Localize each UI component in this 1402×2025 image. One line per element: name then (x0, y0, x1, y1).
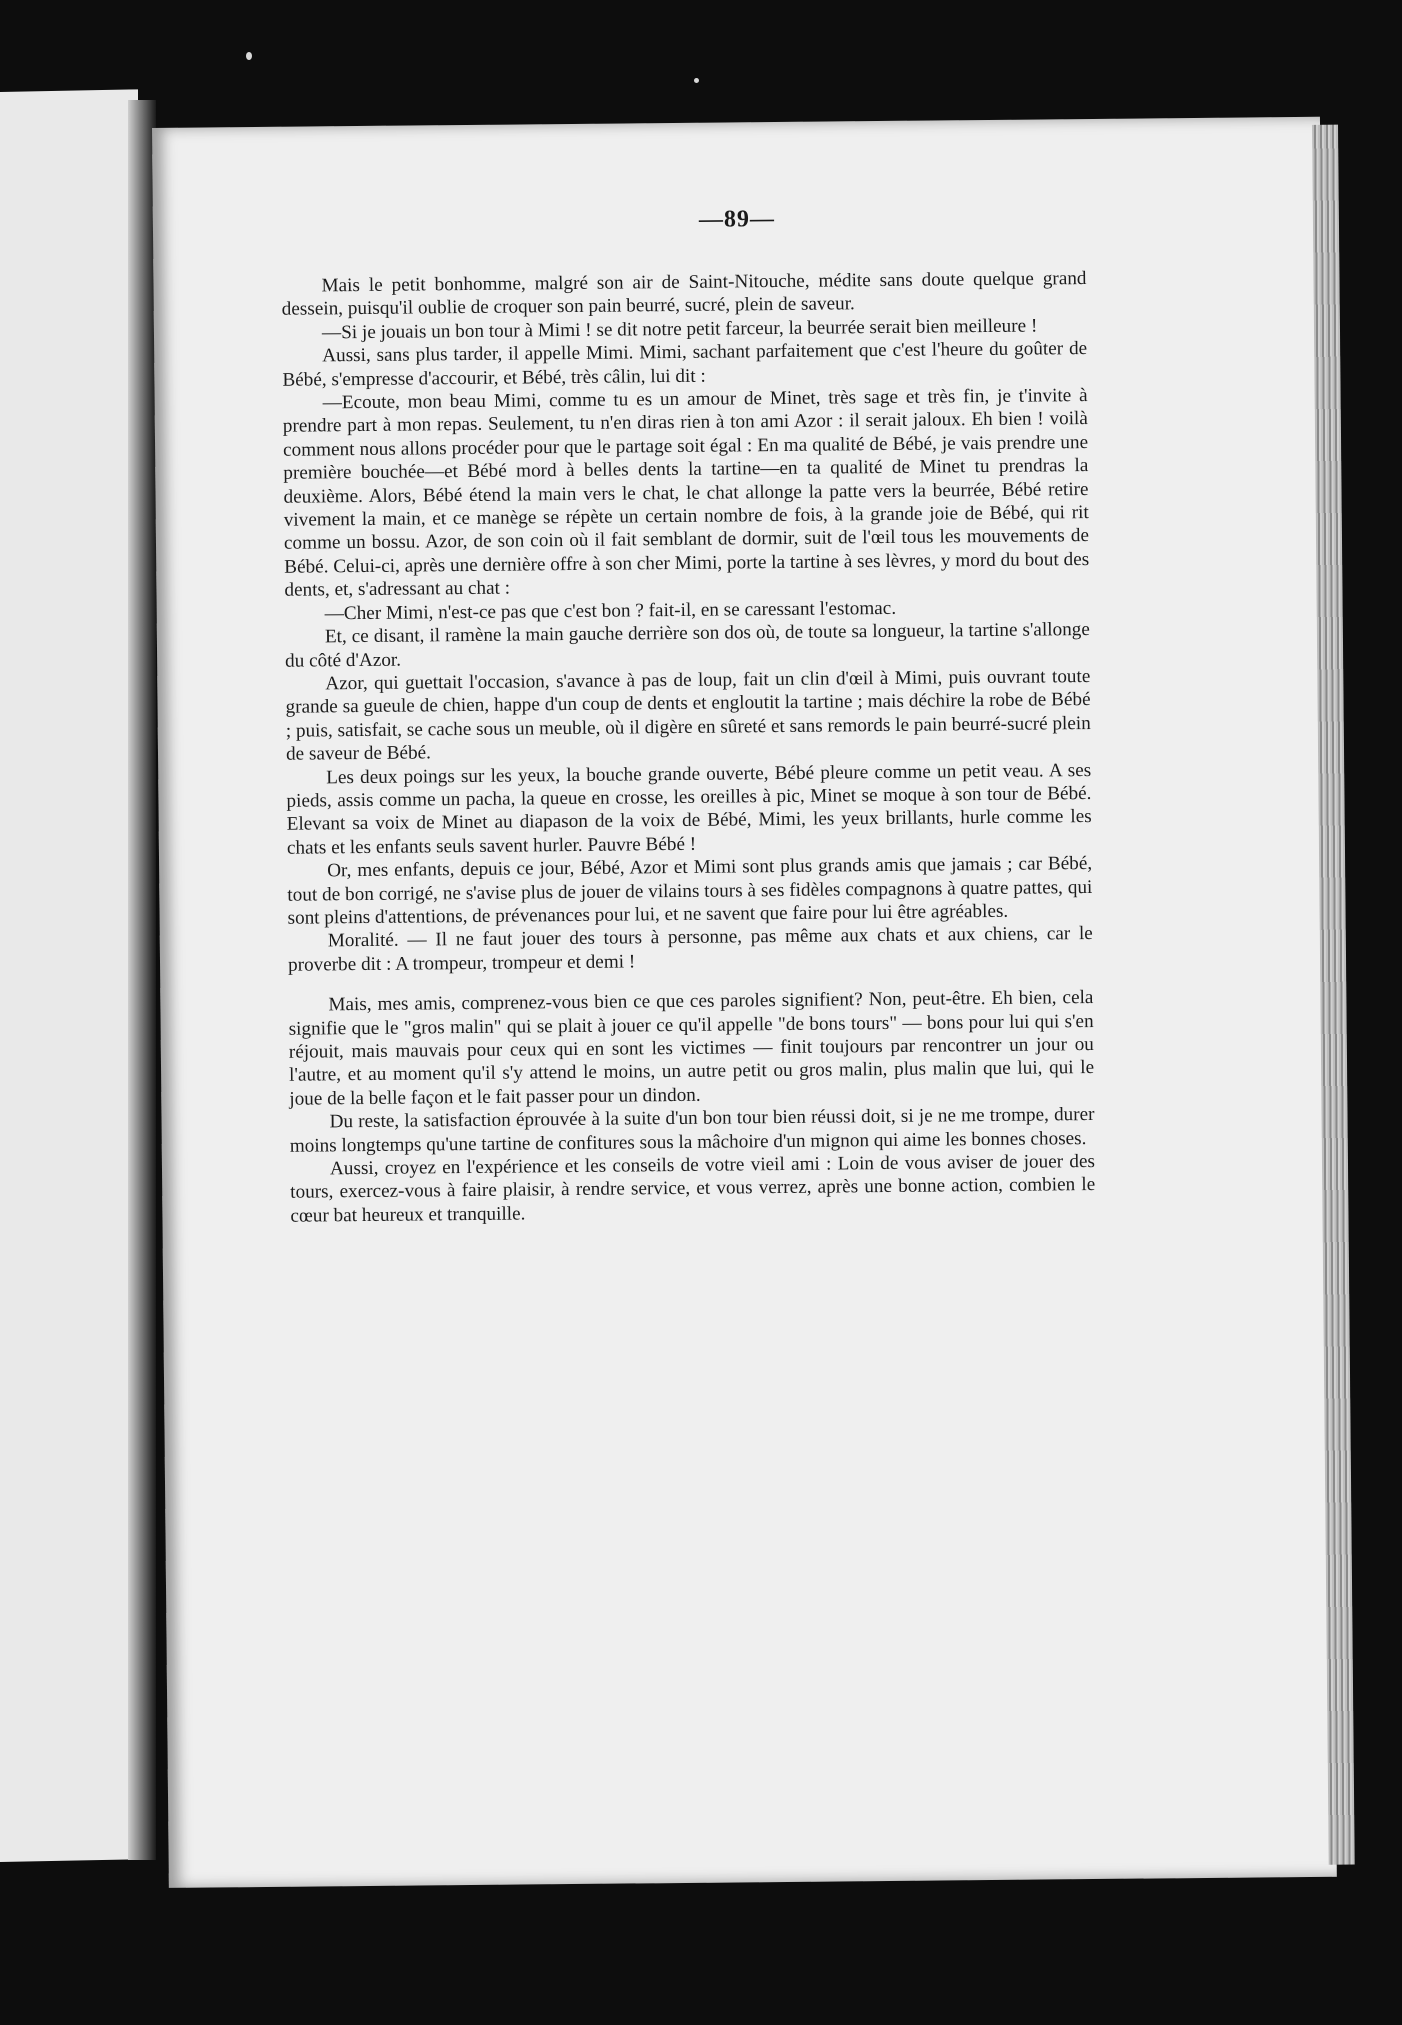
previous-page-edge (0, 89, 138, 1862)
paragraph: Moralité. — Il ne faut jouer des tours à personne, pas même aux chats et aux chiens, car le proverbe dit : A trompeur, trompeur et demi ! (287, 923, 1093, 976)
paragraph: Aussi, croyez en l'expérience et les conseils de votre vieil ami : Loin de vous aviser de jouer des tours, exercez-vous à faire plaisir, à rendre service, et vous verrez, après une bonne action, combien le cœur bat heureux et tranquille. (290, 1151, 1096, 1227)
paragraph: Du reste, la satisfaction éprouvée à la suite d'un bon tour bien réussi doit, si je ne me trompe, durer moins longtemps qu'une tartine de confitures sous la mâchoire d'un mignon qui aime les bonnes choses. (289, 1104, 1095, 1157)
book-page (152, 117, 1337, 1888)
paragraph: Aussi, sans plus tarder, il appelle Mimi. Mimi, sachant parfaitement que c'est l'heure du goûter de Bébé, s'empresse d'accourir, et Bébé, très câlin, lui dit : (282, 338, 1088, 391)
page-text (281, 267, 1095, 1228)
page-number: —89— (698, 206, 776, 233)
dust-speck (246, 52, 252, 60)
page-stack-edge (1312, 125, 1355, 1865)
book-gutter (128, 100, 156, 1860)
paragraph: Or, mes enfants, depuis ce jour, Bébé, Azor et Mimi sont plus grands amis que jamais ; car Bébé, tout de bon corrigé, ne s'avise plus de jouer de vilains tours à ses fidèles compagnons à quatre pattes, qui sont pleins d'attentions, de prévenances pour lui, et ne savent que faire pour lui être agréables. (287, 853, 1093, 929)
paragraph: Mais le petit bonhomme, malgré son air de Saint-Nitouche, médite sans doute quelque grand dessein, puisqu'il oublie de croquer son pain beurré, sucré, plein de saveur. (281, 268, 1087, 321)
paragraph: —Si je jouais un bon tour à Mimi ! se dit notre petit farceur, la beurrée serait bien meilleure ! (321, 315, 1038, 344)
paragraph: Mais, mes amis, comprenez-vous bien ce que ces paroles signifient? Non, peut-être. Eh bien, cela signifie que le "gros malin" qui se plait à jouer ce qu'il appelle "de bons tours" — bons pour lui qui s'en réjouit, mais mauvais pour ceux qui en sont les victimes — finit toujours par rencontrer un jour ou l'autre, et au moment qu'il s'y attend le moins, un autre petit ou gros malin, plus malin que lui, qui le joue de la belle façon et le fait passer pour un dindon. (288, 987, 1095, 1110)
paragraph: —Cher Mimi, n'est-ce pas que c'est bon ? fait-il, en se caressant l'estomac. (324, 597, 897, 625)
paragraph: Et, ce disant, il ramène la main gauche derrière son dos où, de toute sa longueur, la tartine s'allonge du côté d'Azor. (285, 619, 1090, 672)
paragraph: Azor, qui guettait l'occasion, s'avance à pas de loup, fait un clin d'œil à Mimi, puis ouvrant toute grande sa gueule de chien, happe d'un coup de dents et engloutit la tartine ; mais déchire la robe de Bébé ; puis, satisfait, se cache sous un meuble, où il digère en sûreté et sans remords le pain beurré-sucré plein de saveur de Bébé. (285, 665, 1091, 765)
dust-speck (694, 78, 699, 83)
paragraph: —Ecoute, mon beau Mimi, comme tu es un amour de Minet, très sage et très fin, je t'invite à prendre part à mon repas. Seulement, tu n'en diras rien à ton ami Azor : il serait jaloux. Eh bien ! voilà comment nous allons procéder pour que le partage soit égal : En ma qualité de Bébé, je vais prendre une première bouchée—et Bébé mord à belles dents la tartine—en ta qualité de Minet tu prendras la deuxième. Alors, Bébé étend la main vers le chat, le chat allonge la patte vers la beurrée, Bébé retire vivement la main, et ce manège se répète un certain nombre de fois, à la grande joie de Bébé, qui rit comme un bossu. Azor, de son coin où il fait semblant de dormir, suit de l'œil tous les mouvements de Bébé. Celui-ci, après une dernière offre à son cher Mimi, porte la tartine à ses lèvres, y mord du bout des dents, et, s'adressant au chat : (282, 385, 1090, 602)
paragraph: Les deux poings sur les yeux, la bouche grande ouverte, Bébé pleure comme un petit veau. A ses pieds, assis comme un pacha, la queue en crosse, les oreilles à pic, Minet se moque à son tour de Bébé. Elevant sa voix de Minet au diapason de la voix de Bébé, Mimi, les yeux brillants, hurle comme les chats et les enfants seuls savent hurler. Pauvre Bébé ! (286, 759, 1092, 859)
